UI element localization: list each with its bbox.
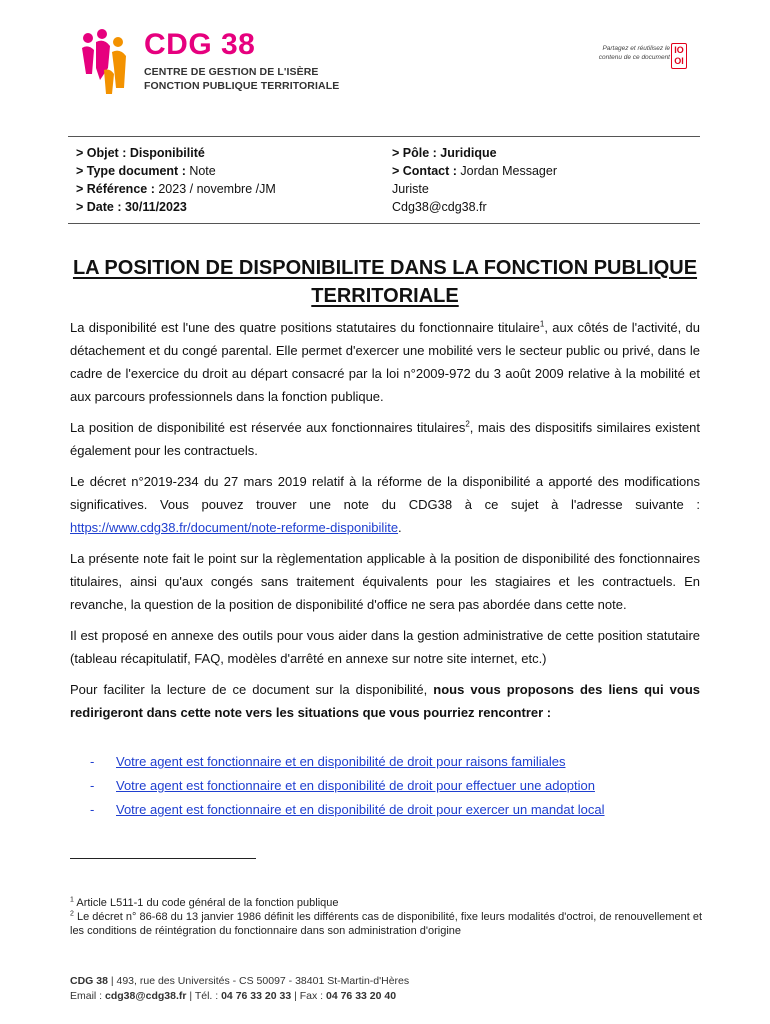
- paragraph-2: La position de disponibilité est réservée aux fonctionnaires titulaires$^2$, mais des dispositifs similaires existent également pour les contractuels.: [70, 419, 700, 458]
- logo-subtitle-line2: FONCTION PUBLIQUE TERRITORIALE: [144, 80, 340, 92]
- footnotes: [70, 896, 710, 938]
- document-body: [70, 316, 700, 732]
- paragraph-4: La présente note fait le point sur la règlementation applicable à la position de disponibilité des fonctionnaires titulaires, ainsi qu'aux congés sans traitement équivalents pour les stagiaires et les contractuels. En revanche, la question de la position de disponibilité d'office ne sera pas abordée dans cette note.: [70, 551, 700, 612]
- family-logo-icon: [78, 28, 134, 98]
- footnote-separator: [70, 858, 256, 859]
- footnote-ref-1[interactable]: 1: [539, 319, 545, 329]
- badge-top: IO: [674, 45, 684, 55]
- meta-contact-email: Cdg38@cdg38.fr: [392, 200, 487, 214]
- situation-links-list: [70, 750, 700, 822]
- list-item: - Votre agent est fonctionnaire et en disponibilité de droit pour raisons familiales: [90, 754, 566, 769]
- logo-title: CDG 38: [144, 28, 256, 61]
- meta-objet: > Objet : Disponibilité: [76, 146, 205, 160]
- link-adoption[interactable]: Votre agent est fonctionnaire et en disponibilité de droit pour effectuer une adoption: [116, 778, 595, 793]
- link-mandat-local[interactable]: Votre agent est fonctionnaire et en disponibilité de droit pour exercer un mandat local: [116, 802, 605, 817]
- paragraph-3: Le décret n°2019-234 du 27 mars 2019 relatif à la réforme de la disponibilité a apporté des modifications significatives. Vous pouvez trouver une note du CDG38 à ce sujet à l'adresse suivante : https://www.cdg38.fr/document/note-reforme-disponibilite.: [70, 474, 700, 535]
- meta-contact: > Contact : Jordan Messager: [392, 164, 557, 178]
- open-content-badge-icon: [671, 43, 687, 69]
- footer-email[interactable]: cdg38@cdg38.fr: [105, 990, 187, 1002]
- footnote-ref-2[interactable]: 2: [465, 419, 470, 429]
- list-item: - Votre agent est fonctionnaire et en disponibilité de droit pour exercer un mandat local: [90, 802, 605, 817]
- meta-contact-role: Juriste: [392, 182, 429, 196]
- meta-pole: > Pôle : Juridique: [392, 146, 497, 160]
- meta-left-column: [76, 144, 276, 216]
- meta-bottom-rule: [68, 223, 700, 224]
- footer-contact: Email : cdg38@cdg38.fr | Tél. : 04 76 33 20 33 | Fax : 04 76 33 20 40: [70, 990, 397, 1002]
- meta-date: > Date : 30/11/2023: [76, 200, 187, 214]
- footnote-1: $^1$ Article L511-1 du code général de la fonction publique: [70, 896, 339, 909]
- document-title: LA POSITION DE DISPONIBILITE DANS LA FONCTION PUBLIQUE TERRITORIALE: [72, 257, 698, 307]
- page-footer: [70, 974, 710, 1004]
- reform-note-link[interactable]: https://www.cdg38.fr/document/note-reforme-disponibilite: [70, 520, 399, 535]
- paragraph-5: Il est proposé en annexe des outils pour vous aider dans la gestion administrative de cette position statutaire (tableau récapitulatif, FAQ, modèles d'arrêté en annexe sur notre site internet, etc.): [70, 628, 700, 666]
- meta-right-column: [392, 144, 557, 216]
- meta-reference: > Référence : 2023 / novembre /JM: [76, 182, 276, 196]
- footnote-2: $^2$ Le décret n° 86-68 du 13 janvier 1986 définit les différents cas de disponibilité, fixe leurs modalités d'octroi, de renouvellement et les conditions de réintégration du fonctionnaire dans son administration d'origine: [70, 910, 703, 937]
- meta-type: > Type document : Note: [76, 164, 216, 178]
- meta-top-rule: [68, 136, 700, 137]
- paragraph-6: Pour faciliter la lecture de ce document sur la disponibilité, nous vous proposons des liens qui vous redirigeront dans cette note vers les situations que vous pourriez rencontrer :: [70, 682, 700, 720]
- cdg38-logo: [78, 26, 348, 104]
- link-raisons-familiales[interactable]: Votre agent est fonctionnaire et en disponibilité de droit pour raisons familiales: [116, 754, 566, 769]
- share-notice: Partagez et réutilisez le contenu de ce document: [598, 45, 670, 61]
- list-item: - Votre agent est fonctionnaire et en disponibilité de droit pour effectuer une adoption: [90, 778, 595, 793]
- badge-bottom: OI: [674, 56, 684, 66]
- footer-address: CDG 38 | 493, rue des Universités - CS 50097 - 38401 St-Martin-d'Hères: [70, 975, 410, 987]
- paragraph-1: La disponibilité est l'une des quatre positions statutaires du fonctionnaire titulaire$^1$, aux côtés de l'activité, du détachement et du congé parental. Elle permet d'exercer une mobilité vers le secteur public ou privé, dans le cadre de l'exercice du droit au départ consacré par la loi n°2009-972 du 3 août 2009 relative à la mobilité et aux parcours professionnels dans la fonction publique.: [70, 319, 700, 404]
- logo-subtitle-line1: CENTRE DE GESTION DE L'ISÈRE: [144, 66, 319, 78]
